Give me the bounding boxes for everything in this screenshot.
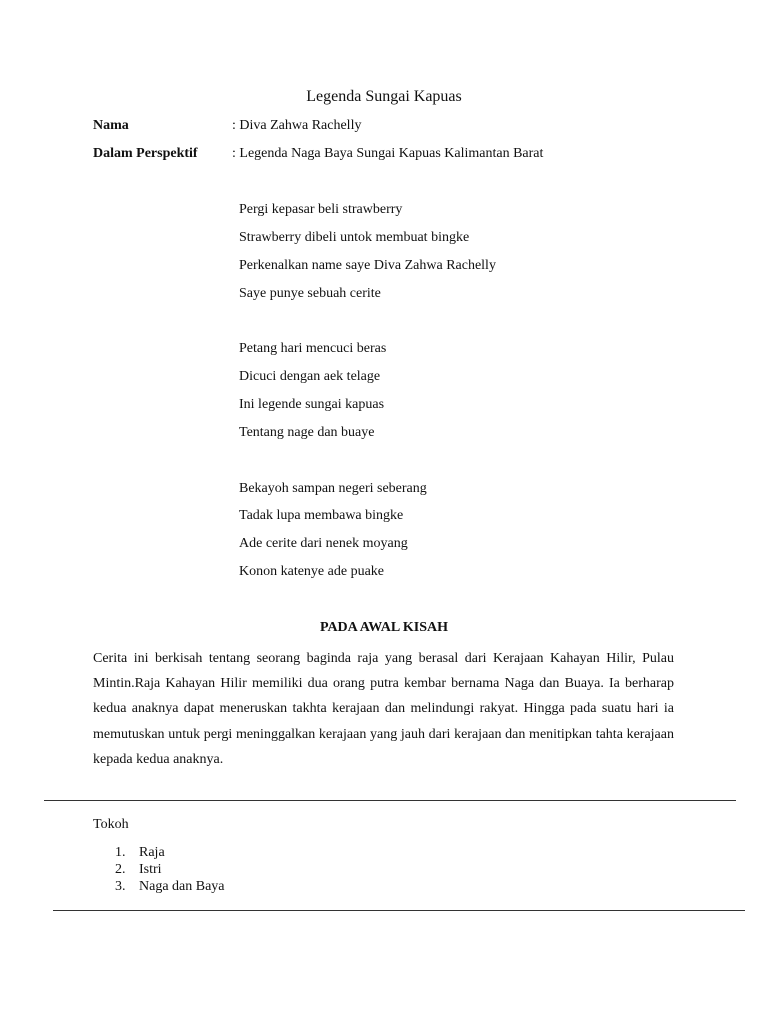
list-number: 2. bbox=[115, 862, 126, 877]
poem-line: Pergi kepasar beli strawberry bbox=[239, 202, 403, 217]
list-number: 1. bbox=[115, 845, 126, 860]
field-label-nama: Nama bbox=[93, 118, 129, 133]
poem-line: Saye punye sebuah cerite bbox=[239, 286, 381, 301]
poem-line: Strawberry dibeli untok membuat bingke bbox=[239, 230, 470, 245]
divider bbox=[44, 800, 736, 801]
document-title: Legenda Sungai Kapuas bbox=[306, 88, 462, 105]
list-text: Raja bbox=[139, 845, 165, 860]
poem-line: Dicuci dengan aek telage bbox=[239, 369, 381, 384]
poem-line: Ini legende sungai kapuas bbox=[239, 397, 385, 412]
poem-line: Konon katenye ade puake bbox=[239, 564, 384, 579]
poem-line: Perkenalkan name saye Diva Zahwa Rachelly bbox=[239, 258, 496, 273]
list-text: Istri bbox=[139, 862, 162, 877]
field-value-perspektif: : Legenda Naga Baya Sungai Kapuas Kalimantan Barat bbox=[232, 146, 544, 161]
field-value-nama: : Diva Zahwa Rachelly bbox=[232, 118, 362, 133]
section-heading: PADA AWAL KISAH bbox=[319, 620, 449, 635]
poem-line: Tadak lupa membawa bingke bbox=[239, 508, 404, 523]
field-label-perspektif: Dalam Perspektif bbox=[93, 146, 198, 161]
poem-line: Bekayoh sampan negeri seberang bbox=[239, 481, 427, 496]
poem-line: Tentang nage dan buaye bbox=[239, 425, 375, 440]
divider bbox=[53, 910, 745, 911]
poem-line: Petang hari mencuci beras bbox=[239, 341, 387, 356]
tokoh-label: Tokoh bbox=[93, 817, 129, 832]
list-number: 3. bbox=[115, 879, 126, 894]
story-paragraph: Cerita ini berkisah tentang seorang baginda raja yang berasal dari Kerajaan Kahayan Hilir, Pulau Mintin.Raja Kahayan Hilir memiliki dua orang putra kembar bernama Naga dan Buaya. Ia berharap kedua anaknya dapat meneruskan takhta kerajaan dan melindungi rakyat. Hingga pada suatu hari ia memutuskan untuk pergi meninggalkan kerajaan yang jauh dari kerajaan dan menitipkan tahta kerajaan kepada kedua anaknya. bbox=[93, 651, 674, 767]
poem-line: Ade cerite dari nenek moyang bbox=[239, 536, 408, 551]
list-text: Naga dan Baya bbox=[139, 879, 225, 894]
